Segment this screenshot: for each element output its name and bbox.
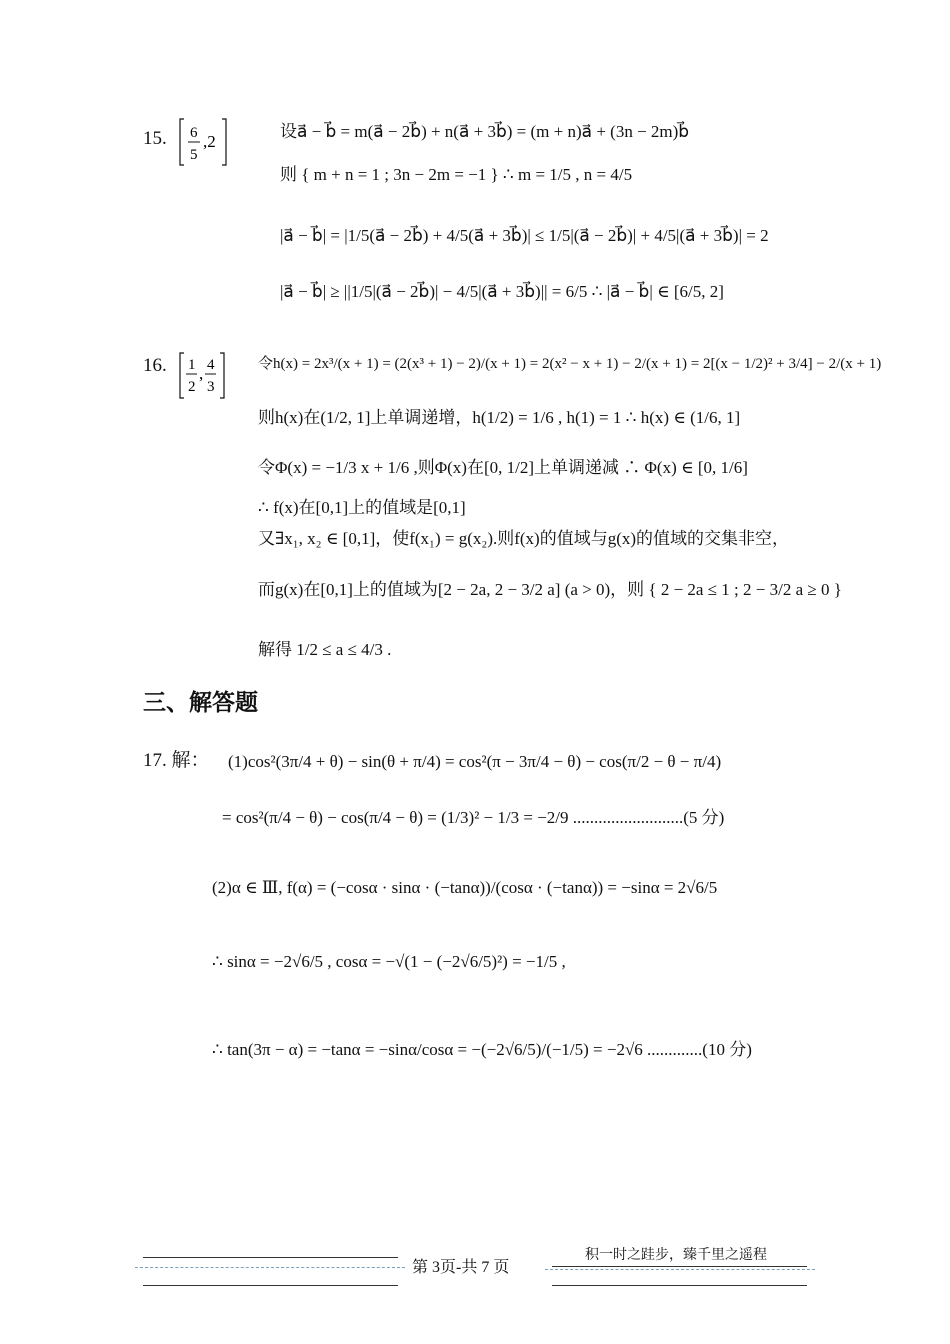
footer-rule-left-top bbox=[143, 1257, 398, 1258]
q15-answer-interval bbox=[178, 115, 238, 170]
svg-text:,2: ,2 bbox=[203, 132, 216, 151]
svg-text:3: 3 bbox=[207, 379, 215, 395]
q16-line-7: 解得 1/2 ≤ a ≤ 4/3 . bbox=[258, 640, 392, 659]
svg-text:,: , bbox=[199, 364, 204, 383]
svg-text:6: 6 bbox=[190, 125, 198, 141]
q16-number: 16. bbox=[143, 355, 167, 376]
svg-text:5: 5 bbox=[190, 147, 198, 163]
footer-dash-right bbox=[545, 1269, 815, 1270]
q15-line-1: 设a⃗ − b⃗ = m(a⃗ − 2b⃗) + n(a⃗ + 3b⃗) = (m + n)a⃗ + (3n − 2m)b⃗ bbox=[280, 122, 690, 141]
footer-page-label: 第 3页-共 7 页 bbox=[412, 1259, 510, 1276]
q17-line-3: (2)α ∈ Ⅲ, f(α) = (−cosα · sinα · (−tanα))/(cosα · (−tanα)) = −sinα = 2√6/5 bbox=[212, 878, 718, 897]
q16-line-3: 令Φ(x) = −1/3 x + 1/6 ,则Φ(x)在[0, 1/2]上单调递减 ∴ Φ(x) ∈ [0, 1/6] bbox=[258, 458, 748, 477]
footer-motto: 积一时之跬步，臻千里之遥程 bbox=[585, 1247, 767, 1263]
q15-line-4: |a⃗ − b⃗| ≥ ||1/5|(a⃗ − 2b⃗)| − 4/5|(a⃗ + 3b⃗)|| = 6/5 ∴ |a⃗ − b⃗| ∈ [6/5, 2] bbox=[280, 282, 724, 301]
q17-line-5: ∴ tan(3π − α) = −tanα = −sinα/cosα = −(−2√6/5)/(−1/5) = −2√6 .............(10 分) bbox=[212, 1040, 752, 1059]
q15-number: 15. bbox=[143, 128, 167, 149]
q16-line-2: 则h(x)在(1/2, 1]上单调递增，h(1/2) = 1/6 , h(1) = 1 ∴ h(x) ∈ (1/6, 1] bbox=[258, 408, 741, 427]
section-heading: 三、解答题 bbox=[143, 690, 258, 716]
svg-text:1: 1 bbox=[188, 357, 196, 373]
q16-line-6: 而g(x)在[0,1]上的值域为[2 − 2a, 2 − 3/2 a] (a > 0)，则 { 2 − 2a ≤ 1 ; 2 − 3/2 a ≥ 0 } bbox=[258, 580, 842, 599]
q16-answer-interval bbox=[178, 350, 238, 402]
svg-text:4: 4 bbox=[207, 357, 215, 373]
q17-line-2: = cos²(π/4 − θ) − cos(π/4 − θ) = (1/3)² − 1/3 = −2/9 ..........................(5 分) bbox=[222, 808, 725, 827]
footer-rule-right-bottom bbox=[552, 1285, 807, 1286]
q16-line-1: 令h(x) = 2x³/(x + 1) = (2(x³ + 1) − 2)/(x + 1) = 2(x² − x + 1) − 2/(x + 1) = 2[(x − 1/2)² + 3/4] − 2/(x + 1) bbox=[258, 356, 882, 372]
q17-number: 17. 解： bbox=[143, 750, 210, 771]
q17-line-1: (1)cos²(3π/4 + θ) − sin(θ + π/4) = cos²(π − 3π/4 − θ) − cos(π/2 − θ − π/4) bbox=[228, 752, 722, 771]
svg-text:2: 2 bbox=[188, 379, 196, 395]
footer-rule-left-bottom bbox=[143, 1285, 398, 1286]
q16-line-5: 又∃x₁, x₂ ∈ [0,1]，使f(x₁) = g(x₂).则f(x)的值域与g(x)的值域的交集非空， bbox=[258, 529, 790, 548]
q15-line-2: 则 { m + n = 1 ; 3n − 2m = −1 } ∴ m = 1/5 , n = 4/5 bbox=[280, 165, 633, 184]
footer-rule-right-top bbox=[552, 1266, 807, 1267]
q16-line-4: ∴ f(x)在[0,1]上的值域是[0,1] bbox=[258, 498, 466, 517]
q15-line-3: |a⃗ − b⃗| = |1/5(a⃗ − 2b⃗) + 4/5(a⃗ + 3b⃗)| ≤ 1/5|(a⃗ − 2b⃗)| + 4/5|(a⃗ + 3b⃗)| = 2 bbox=[280, 226, 769, 245]
footer-dash-left bbox=[135, 1267, 405, 1268]
q17-line-4: ∴ sinα = −2√6/5 , cosα = −√(1 − (−2√6/5)²) = −1/5 , bbox=[212, 952, 566, 971]
